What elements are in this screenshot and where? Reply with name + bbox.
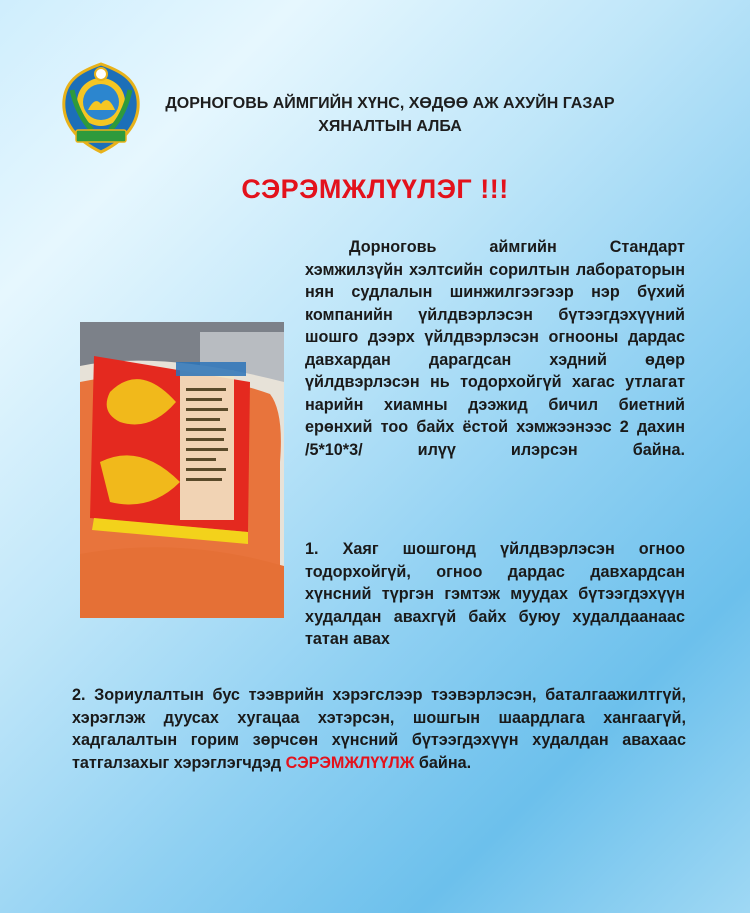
recommendation-item-2 (72, 684, 686, 774)
organization-title (150, 92, 630, 138)
province-emblem-icon (58, 60, 144, 156)
main-paragraph-text: Дорноговь аймгийн Стандарт хэмжилзүйн хэлтсийн сорилтын лабораторын нян судлалын шинжилгээгээр нэр бүхий компанийн үйлдвэрлэсэн бүтээгдэхүүний шошго дээрх үйлдвэрлэсэн огнооны дардас давхардан дарагдсан хэдний өдөр үйлдвэрлэсэн нь тодорхойгүй хагас утлагат нарийн хиамны дээжид бичил биетний ерөнхий тоо байх ёстой хэмжээнээс 2 дахин /5*10*3/ илүү илэрсэн байна. (305, 238, 685, 459)
sausage-label-photo (80, 322, 284, 618)
warning-highlight: СЭРЭМЖЛҮҮЛЖ (285, 753, 415, 772)
org-title-line2: ХЯНАЛТЫН АЛБА (318, 118, 462, 135)
main-paragraph (305, 236, 685, 461)
recommendation-item-1: 1. Хаяг шошгонд үйлдвэрлэсэн огноо тодорхойгүй, огноо дардас давхардсан хүнсний түргэн гэмтэж муудах бүтээгдэхүүн худалдан авахгүй байх буюу худалдаанаас татан авах (305, 540, 685, 648)
item2-end: байна. (418, 753, 472, 772)
warning-heading: СЭРЭМЖЛҮҮЛЭГ !!! (241, 174, 509, 204)
org-title-line1: ДОРНОГОВЬ АЙМГИЙН ХҮНС, ХӨДӨӨ АЖ АХУЙН ГАЗАР (165, 95, 615, 112)
item2-text: 2. Зориулалтын бус тээврийн хэрэгслээр тээвэрлэсэн, баталгаажилтгүй, хэрэглэж дуусах хугацаа хэтэрсэн, шошгын шаардлага хангаагүй, хадгалалтын горим зөрчсөн хүнсний бүтээгдэхүүн худалдан авахаас татгалзахыг хэрэглэгчдэд (72, 686, 686, 772)
